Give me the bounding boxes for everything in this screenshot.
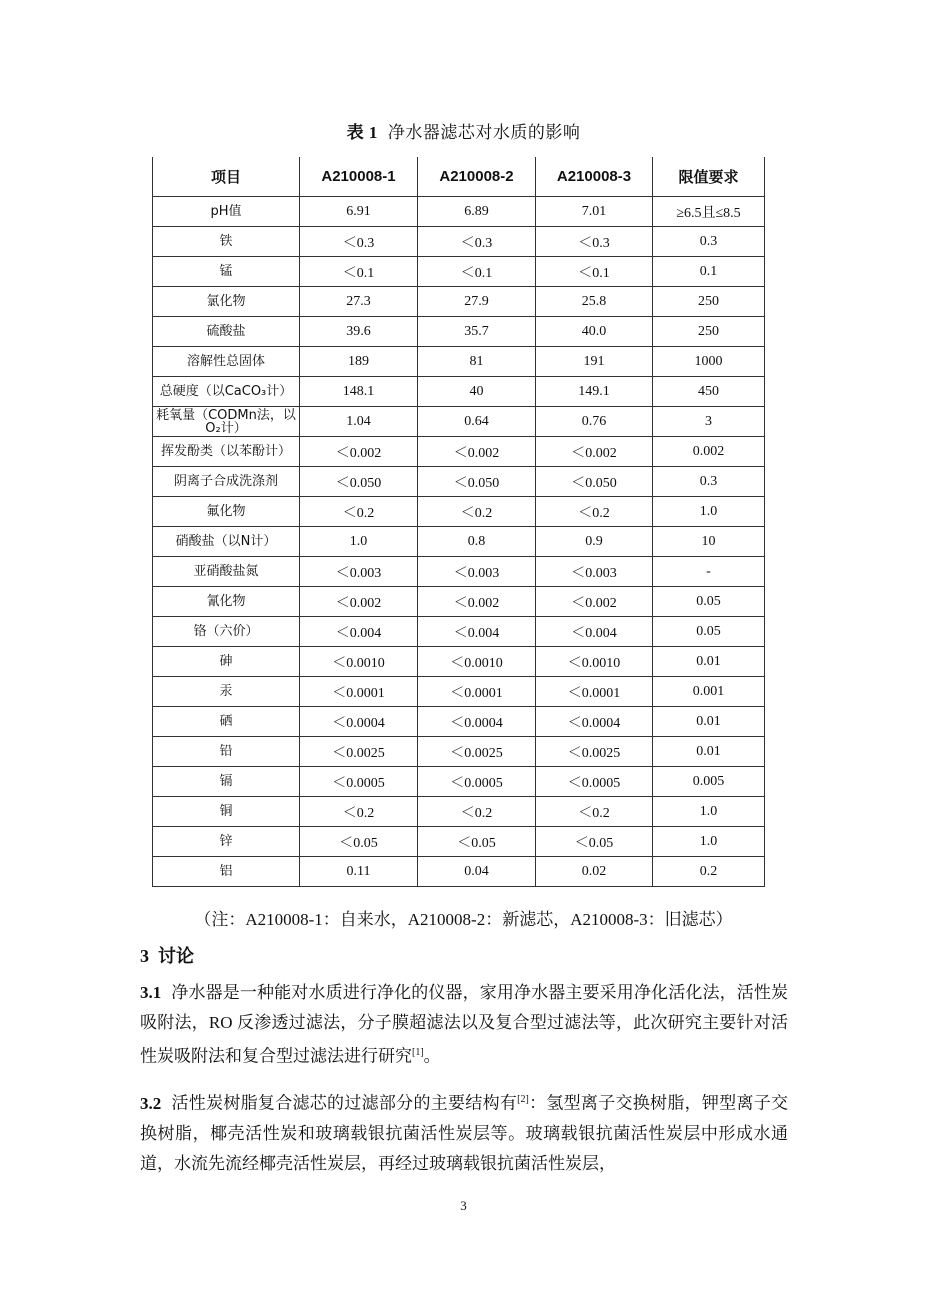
cell-sample-3: 40.0	[536, 317, 653, 347]
cell-item: 总硬度（以CaCO₃计）	[153, 377, 300, 407]
cell-limit: 1.0	[653, 797, 765, 827]
cell-limit: 0.3	[653, 467, 765, 497]
cell-item: 阴离子合成洗涤剂	[153, 467, 300, 497]
cell-sample-2: ＜0.002	[418, 437, 536, 467]
cell-sample-2: ＜0.0004	[418, 707, 536, 737]
cell-sample-1: ＜0.05	[300, 827, 418, 857]
cell-limit: 0.002	[653, 437, 765, 467]
cell-limit: 0.2	[653, 857, 765, 887]
cell-limit: 0.005	[653, 767, 765, 797]
cell-sample-3: ＜0.050	[536, 467, 653, 497]
table-row	[153, 677, 765, 707]
cell-item: 亚硝酸盐氮	[153, 557, 300, 587]
cell-sample-1: ＜0.0004	[300, 707, 418, 737]
cell-item: 硫酸盐	[153, 317, 300, 347]
table-row	[153, 227, 765, 257]
cell-sample-3: ＜0.2	[536, 497, 653, 527]
cell-limit: 0.05	[653, 587, 765, 617]
header-sample-3: A210008-3	[536, 157, 653, 197]
cell-sample-2: ＜0.3	[418, 227, 536, 257]
header-sample-2: A210008-2	[418, 157, 536, 197]
table-row	[153, 587, 765, 617]
cell-sample-2: ＜0.2	[418, 797, 536, 827]
cell-item: 硒	[153, 707, 300, 737]
cell-sample-1: 27.3	[300, 287, 418, 317]
cell-sample-1: 189	[300, 347, 418, 377]
cell-item: 锰	[153, 257, 300, 287]
cell-sample-2: ＜0.004	[418, 617, 536, 647]
cell-item: 铝	[153, 857, 300, 887]
page-number: 3	[460, 1198, 467, 1213]
cell-sample-1: 148.1	[300, 377, 418, 407]
header-item: 项目	[153, 157, 300, 197]
cell-sample-3: ＜0.0001	[536, 677, 653, 707]
table-row	[153, 617, 765, 647]
water-quality-table	[152, 157, 765, 887]
cell-sample-2: 0.64	[418, 407, 536, 437]
cell-item: 氟化物	[153, 497, 300, 527]
cell-sample-3: 25.8	[536, 287, 653, 317]
cell-sample-1: 0.11	[300, 857, 418, 887]
cell-sample-2: ＜0.0001	[418, 677, 536, 707]
citation-ref: [1]	[412, 1047, 424, 1058]
table-row	[153, 647, 765, 677]
paragraph-number: 3.1	[140, 983, 162, 1002]
cell-sample-1: ＜0.004	[300, 617, 418, 647]
paragraph-3-1	[140, 978, 788, 1072]
table-row	[153, 317, 765, 347]
cell-sample-1: ＜0.3	[300, 227, 418, 257]
cell-item: 挥发酚类（以苯酚计）	[153, 437, 300, 467]
table-note: （注：A210008-1：自来水，A210008-2：新滤芯，A210008-3：旧滤芯）	[194, 910, 733, 929]
table-caption-text: 净水器滤芯对水质的影响	[387, 123, 581, 142]
table-row	[153, 467, 765, 497]
table-row	[153, 527, 765, 557]
cell-item: 铁	[153, 227, 300, 257]
cell-item: 氰化物	[153, 587, 300, 617]
cell-sample-2: ＜0.0005	[418, 767, 536, 797]
cell-sample-1: 6.91	[300, 197, 418, 227]
cell-sample-3: 191	[536, 347, 653, 377]
cell-sample-2: 6.89	[418, 197, 536, 227]
cell-limit: 3	[653, 407, 765, 437]
cell-limit: -	[653, 557, 765, 587]
cell-limit: 0.05	[653, 617, 765, 647]
cell-sample-3: ＜0.2	[536, 797, 653, 827]
cell-sample-2: 27.9	[418, 287, 536, 317]
table-row	[153, 257, 765, 287]
cell-limit: 450	[653, 377, 765, 407]
cell-sample-3: ＜0.0004	[536, 707, 653, 737]
cell-sample-1: ＜0.0001	[300, 677, 418, 707]
paragraph-number: 3.2	[140, 1093, 162, 1113]
cell-limit: 0.01	[653, 707, 765, 737]
citation-ref: [2]	[517, 1094, 529, 1105]
cell-sample-2: ＜0.0010	[418, 647, 536, 677]
cell-sample-1: ＜0.0005	[300, 767, 418, 797]
cell-sample-3: ＜0.003	[536, 557, 653, 587]
cell-sample-2: 35.7	[418, 317, 536, 347]
table-row	[153, 767, 765, 797]
paragraph-text: 活性炭树脂复合滤芯的过滤部分的主要结构有	[171, 1093, 518, 1113]
cell-sample-3: ＜0.3	[536, 227, 653, 257]
cell-limit: 0.3	[653, 227, 765, 257]
table-row	[153, 377, 765, 407]
cell-sample-3: 0.02	[536, 857, 653, 887]
table-row	[153, 437, 765, 467]
cell-sample-1: ＜0.002	[300, 437, 418, 467]
cell-sample-3: ＜0.004	[536, 617, 653, 647]
cell-limit: ≥6.5且≤8.5	[653, 197, 765, 227]
table-row	[153, 197, 765, 227]
cell-limit: 1000	[653, 347, 765, 377]
cell-sample-3: 0.76	[536, 407, 653, 437]
table-row	[153, 827, 765, 857]
cell-sample-2: ＜0.002	[418, 587, 536, 617]
paragraph-3-2	[140, 1085, 788, 1179]
cell-item: pH值	[153, 197, 300, 227]
paragraph-tail: 。	[423, 1046, 441, 1066]
paragraph-text: 净水器是一种能对水质进行净化的仪器，家用净水器主要采用净化活化法，活性炭吸附法，RO 反渗透过滤法，分子膜超滤法以及复合型过滤法等，此次研究主要针对活性炭吸附法和复合型过滤法进行研究	[140, 983, 788, 1066]
cell-item: 铅	[153, 737, 300, 767]
cell-limit: 0.001	[653, 677, 765, 707]
cell-item: 锌	[153, 827, 300, 857]
cell-sample-2: ＜0.2	[418, 497, 536, 527]
cell-sample-3: 149.1	[536, 377, 653, 407]
cell-item: 镉	[153, 767, 300, 797]
cell-item: 溶解性总固体	[153, 347, 300, 377]
cell-limit: 10	[653, 527, 765, 557]
cell-sample-1: ＜0.0025	[300, 737, 418, 767]
table-row	[153, 557, 765, 587]
cell-sample-3: 7.01	[536, 197, 653, 227]
header-sample-1: A210008-1	[300, 157, 418, 197]
cell-item: 汞	[153, 677, 300, 707]
paragraph-tail: ：氢型离子交换树脂，钾型离子交换树脂，椰壳活性炭和玻璃载银抗菌活性炭层等。玻璃载银抗菌活性炭层中形成水通道，水流先流经椰壳活性炭层，再经过玻璃载银抗菌活性炭层，	[140, 1093, 789, 1173]
section-heading	[140, 942, 194, 968]
cell-limit: 250	[653, 317, 765, 347]
cell-item: 铬（六价）	[153, 617, 300, 647]
cell-sample-1: 1.0	[300, 527, 418, 557]
cell-item: 铜	[153, 797, 300, 827]
cell-sample-3: ＜0.0025	[536, 737, 653, 767]
cell-sample-3: ＜0.002	[536, 587, 653, 617]
cell-limit: 1.0	[653, 827, 765, 857]
table-row	[153, 407, 765, 437]
cell-sample-1: ＜0.0010	[300, 647, 418, 677]
cell-sample-1: 1.04	[300, 407, 418, 437]
cell-sample-3: ＜0.05	[536, 827, 653, 857]
cell-limit: 250	[653, 287, 765, 317]
cell-sample-1: ＜0.002	[300, 587, 418, 617]
cell-item: 氯化物	[153, 287, 300, 317]
cell-sample-2: 0.8	[418, 527, 536, 557]
cell-sample-1: ＜0.050	[300, 467, 418, 497]
table-header-row	[153, 157, 765, 197]
cell-sample-2: 81	[418, 347, 536, 377]
cell-sample-3: ＜0.0010	[536, 647, 653, 677]
cell-sample-2: 0.04	[418, 857, 536, 887]
cell-item: 硝酸盐（以N计）	[153, 527, 300, 557]
cell-sample-2: ＜0.003	[418, 557, 536, 587]
table-row	[153, 737, 765, 767]
cell-sample-1: ＜0.2	[300, 497, 418, 527]
cell-sample-1: ＜0.003	[300, 557, 418, 587]
table-body	[153, 197, 765, 887]
header-limit: 限值要求	[653, 157, 765, 197]
cell-limit: 0.1	[653, 257, 765, 287]
cell-limit: 1.0	[653, 497, 765, 527]
table-row	[153, 497, 765, 527]
table-row	[153, 857, 765, 887]
table-caption	[0, 118, 927, 143]
cell-sample-2: ＜0.0025	[418, 737, 536, 767]
cell-item: 耗氧量（CODMn法，以O₂计）	[153, 407, 300, 437]
cell-sample-2: 40	[418, 377, 536, 407]
cell-sample-2: ＜0.05	[418, 827, 536, 857]
cell-sample-3: ＜0.002	[536, 437, 653, 467]
cell-limit: 0.01	[653, 737, 765, 767]
cell-item: 砷	[153, 647, 300, 677]
table-row	[153, 797, 765, 827]
table-row	[153, 287, 765, 317]
cell-sample-2: ＜0.050	[418, 467, 536, 497]
section-title: 讨论	[158, 946, 194, 966]
cell-sample-3: ＜0.1	[536, 257, 653, 287]
table-caption-number: 表 1	[346, 123, 378, 142]
cell-sample-3: 0.9	[536, 527, 653, 557]
cell-sample-1: ＜0.2	[300, 797, 418, 827]
table-row	[153, 347, 765, 377]
cell-sample-2: ＜0.1	[418, 257, 536, 287]
section-number: 3	[140, 946, 149, 966]
cell-sample-1: ＜0.1	[300, 257, 418, 287]
table-row	[153, 707, 765, 737]
cell-limit: 0.01	[653, 647, 765, 677]
cell-sample-1: 39.6	[300, 317, 418, 347]
cell-sample-3: ＜0.0005	[536, 767, 653, 797]
